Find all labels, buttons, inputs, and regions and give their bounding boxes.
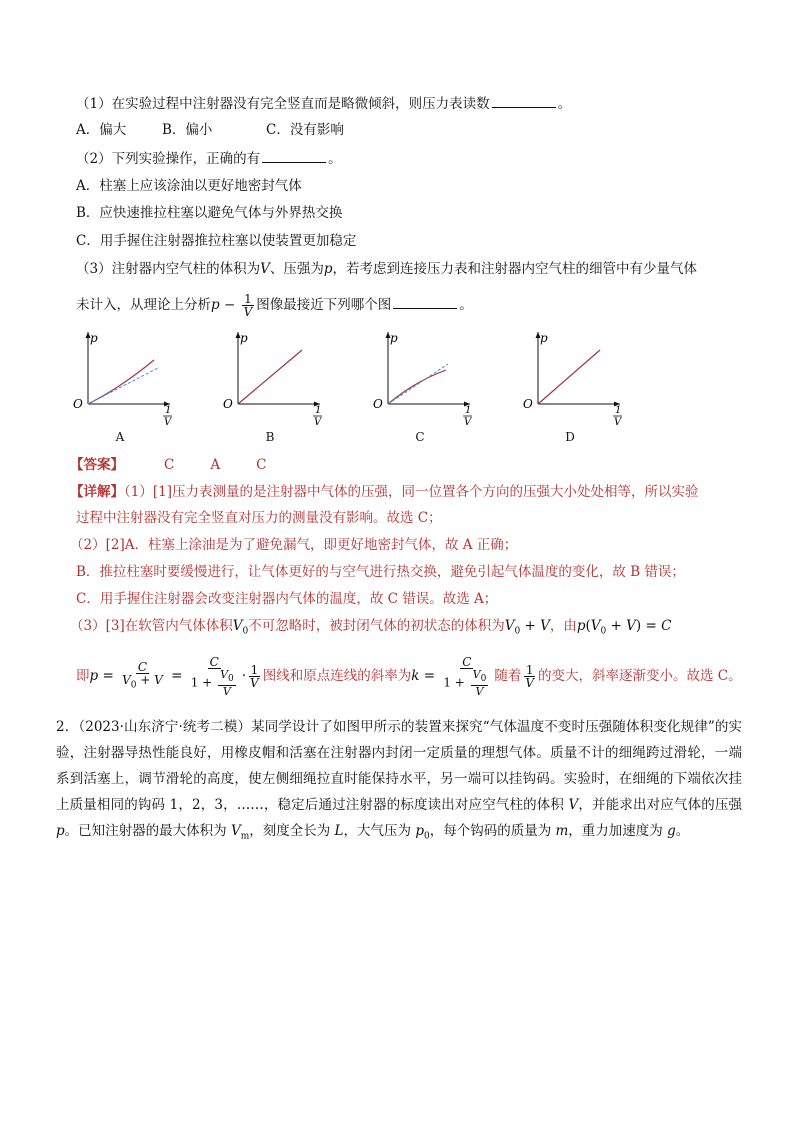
detail-line7: 即p = $\frac{C}{V_0 + V}$ = C 1 + $\frac{V_0}{V}$ · $\frac{1}{V}$ 图线和原点连线的斜率为k = C 1 + $\frac{V_0}{V}$ 随着 $\frac{1}{V}$ 的变大，斜率逐渐变小。故选 C。 [76, 655, 742, 699]
line-d [538, 350, 600, 404]
axis-y-label: p [390, 331, 398, 345]
q1-options [76, 120, 344, 140]
origin-label: O [523, 397, 533, 411]
axis-x-den: V [464, 417, 472, 426]
axis-y-label: p [540, 331, 548, 345]
q2-option-a: A．柱塞上应该涂油以更好地密封气体 [76, 178, 302, 194]
answer-2: A [210, 457, 221, 473]
graph-c [370, 326, 480, 426]
line-b [238, 350, 302, 404]
origin-label: O [373, 397, 383, 411]
graph-label-a: A [115, 430, 125, 444]
axis-x-num: 1 [465, 405, 472, 416]
dashed-tangent-c [388, 364, 448, 404]
answer-blank [492, 93, 556, 108]
axis-x-den: V [314, 417, 322, 426]
answer-3: C [256, 457, 267, 473]
answer-1: C [164, 457, 175, 473]
graph-label-c: C [415, 430, 425, 444]
origin-label: O [223, 397, 233, 411]
answer-tag: 【答案】 [70, 457, 124, 473]
axis-x-den: V [164, 417, 172, 426]
q1-option-b: B．偏小 [162, 122, 213, 138]
origin-label: O [73, 397, 83, 411]
q2-stem: （2）下列实验操作，正确的有 。 [76, 148, 342, 169]
question-2-stem: 2．（2023·山东济宁·统考二模）某同学设计了如图甲所示的装置来探究“气体温度不变时压强随体积变化规律”的实验，注射器导热性能良好，用橡皮帽和活塞在注射器内封闭一定质量的理想气体。质量不计的细绳跨过滑轮，一端系到活塞上，调节滑轮的高度，使左侧细绳拉直时能保持水平，另一端可以挂钩码。实验时，在细绳的下端依次挂上质量相同的钩码 1，2，3，……，稳定后通过注射器的标度读出对应空气柱的体积 V，并能求出对应气体的压强 p。已知注射器的最大体积为 $V_m$，刻度全长为 L，大气压为 $p_0$，每个钩码的质量为 m，重力加速度为 g。 [56, 719, 743, 842]
axis-x-num: 1 [615, 405, 622, 416]
graph-label-d: D [565, 430, 575, 444]
axis-x-num: 1 [165, 405, 172, 416]
detail-tag: 【详解】 [70, 484, 124, 500]
curve-a [88, 360, 154, 404]
axis-x-num: 1 [315, 405, 322, 416]
q1-stem: （1）在实验过程中注射器没有完全竖直而是略微倾斜，则压力表读数 。 [76, 93, 571, 114]
answer-blank [262, 148, 326, 163]
graph-a [70, 326, 180, 426]
detail-line2: 过程中注射器没有完全竖直对压力的测量没有影响。故选 C； [76, 510, 442, 526]
one-over-v-fraction: $\frac{1}{V}$ [243, 292, 253, 319]
q2-option-c: C．用手握住注射器推拉柱塞以使装置更加稳定 [76, 233, 357, 249]
q3-stem-line1: （3）注射器内空气柱的体积为V、压强为p，若考虑到连接压力表和注射器内空气柱的细管中有少量气体 [76, 261, 697, 277]
detail-line3: （2）[2]A．柱塞上涂油是为了避免漏气，即更好地密封气体，故 A 正确； [70, 537, 518, 553]
axis-y-label: p [90, 331, 98, 345]
q1-option-a: A．偏大 [76, 122, 127, 138]
detail-line1: 【详解】（1）[1]压力表测量的是注射器中气体的压强，同一位置各个方向的压强大小处处相等，所以实验 [70, 484, 699, 500]
q1-option-c: C．没有影响 [266, 122, 344, 138]
graph-label-b: B [265, 430, 275, 444]
q3-stem-line2: 未计入，从理论上分析p − $\frac{1}{V}$ 图像最接近下列哪个图 。 [76, 292, 473, 319]
graph-b [220, 326, 330, 426]
axis-y-label: p [240, 331, 248, 345]
detail-line4: B．推拉柱塞时要缓慢进行，让气体更好的与空气进行热交换，避免引起气体温度的变化，故 B 错误； [76, 564, 685, 580]
detail-line6: （3）[3]在软管内气体体积$V_0$不可忽略时，被封闭气体的初状态的体积为$V_0 + V$，由$p(V_0 + V) = C$ [70, 618, 672, 637]
axis-x-den: V [614, 417, 622, 426]
answer-line [70, 455, 266, 475]
q2-option-b: B．应快速推拉柱塞以避免气体与外界热交换 [76, 205, 343, 221]
answer-blank [393, 294, 457, 309]
detail-line5: C．用手握住注射器会改变注射器内气体的温度，故 C 错误。故选 A； [76, 591, 498, 607]
dashed-tangent-a [88, 368, 158, 404]
curve-c [388, 370, 446, 404]
graph-d [520, 326, 630, 426]
